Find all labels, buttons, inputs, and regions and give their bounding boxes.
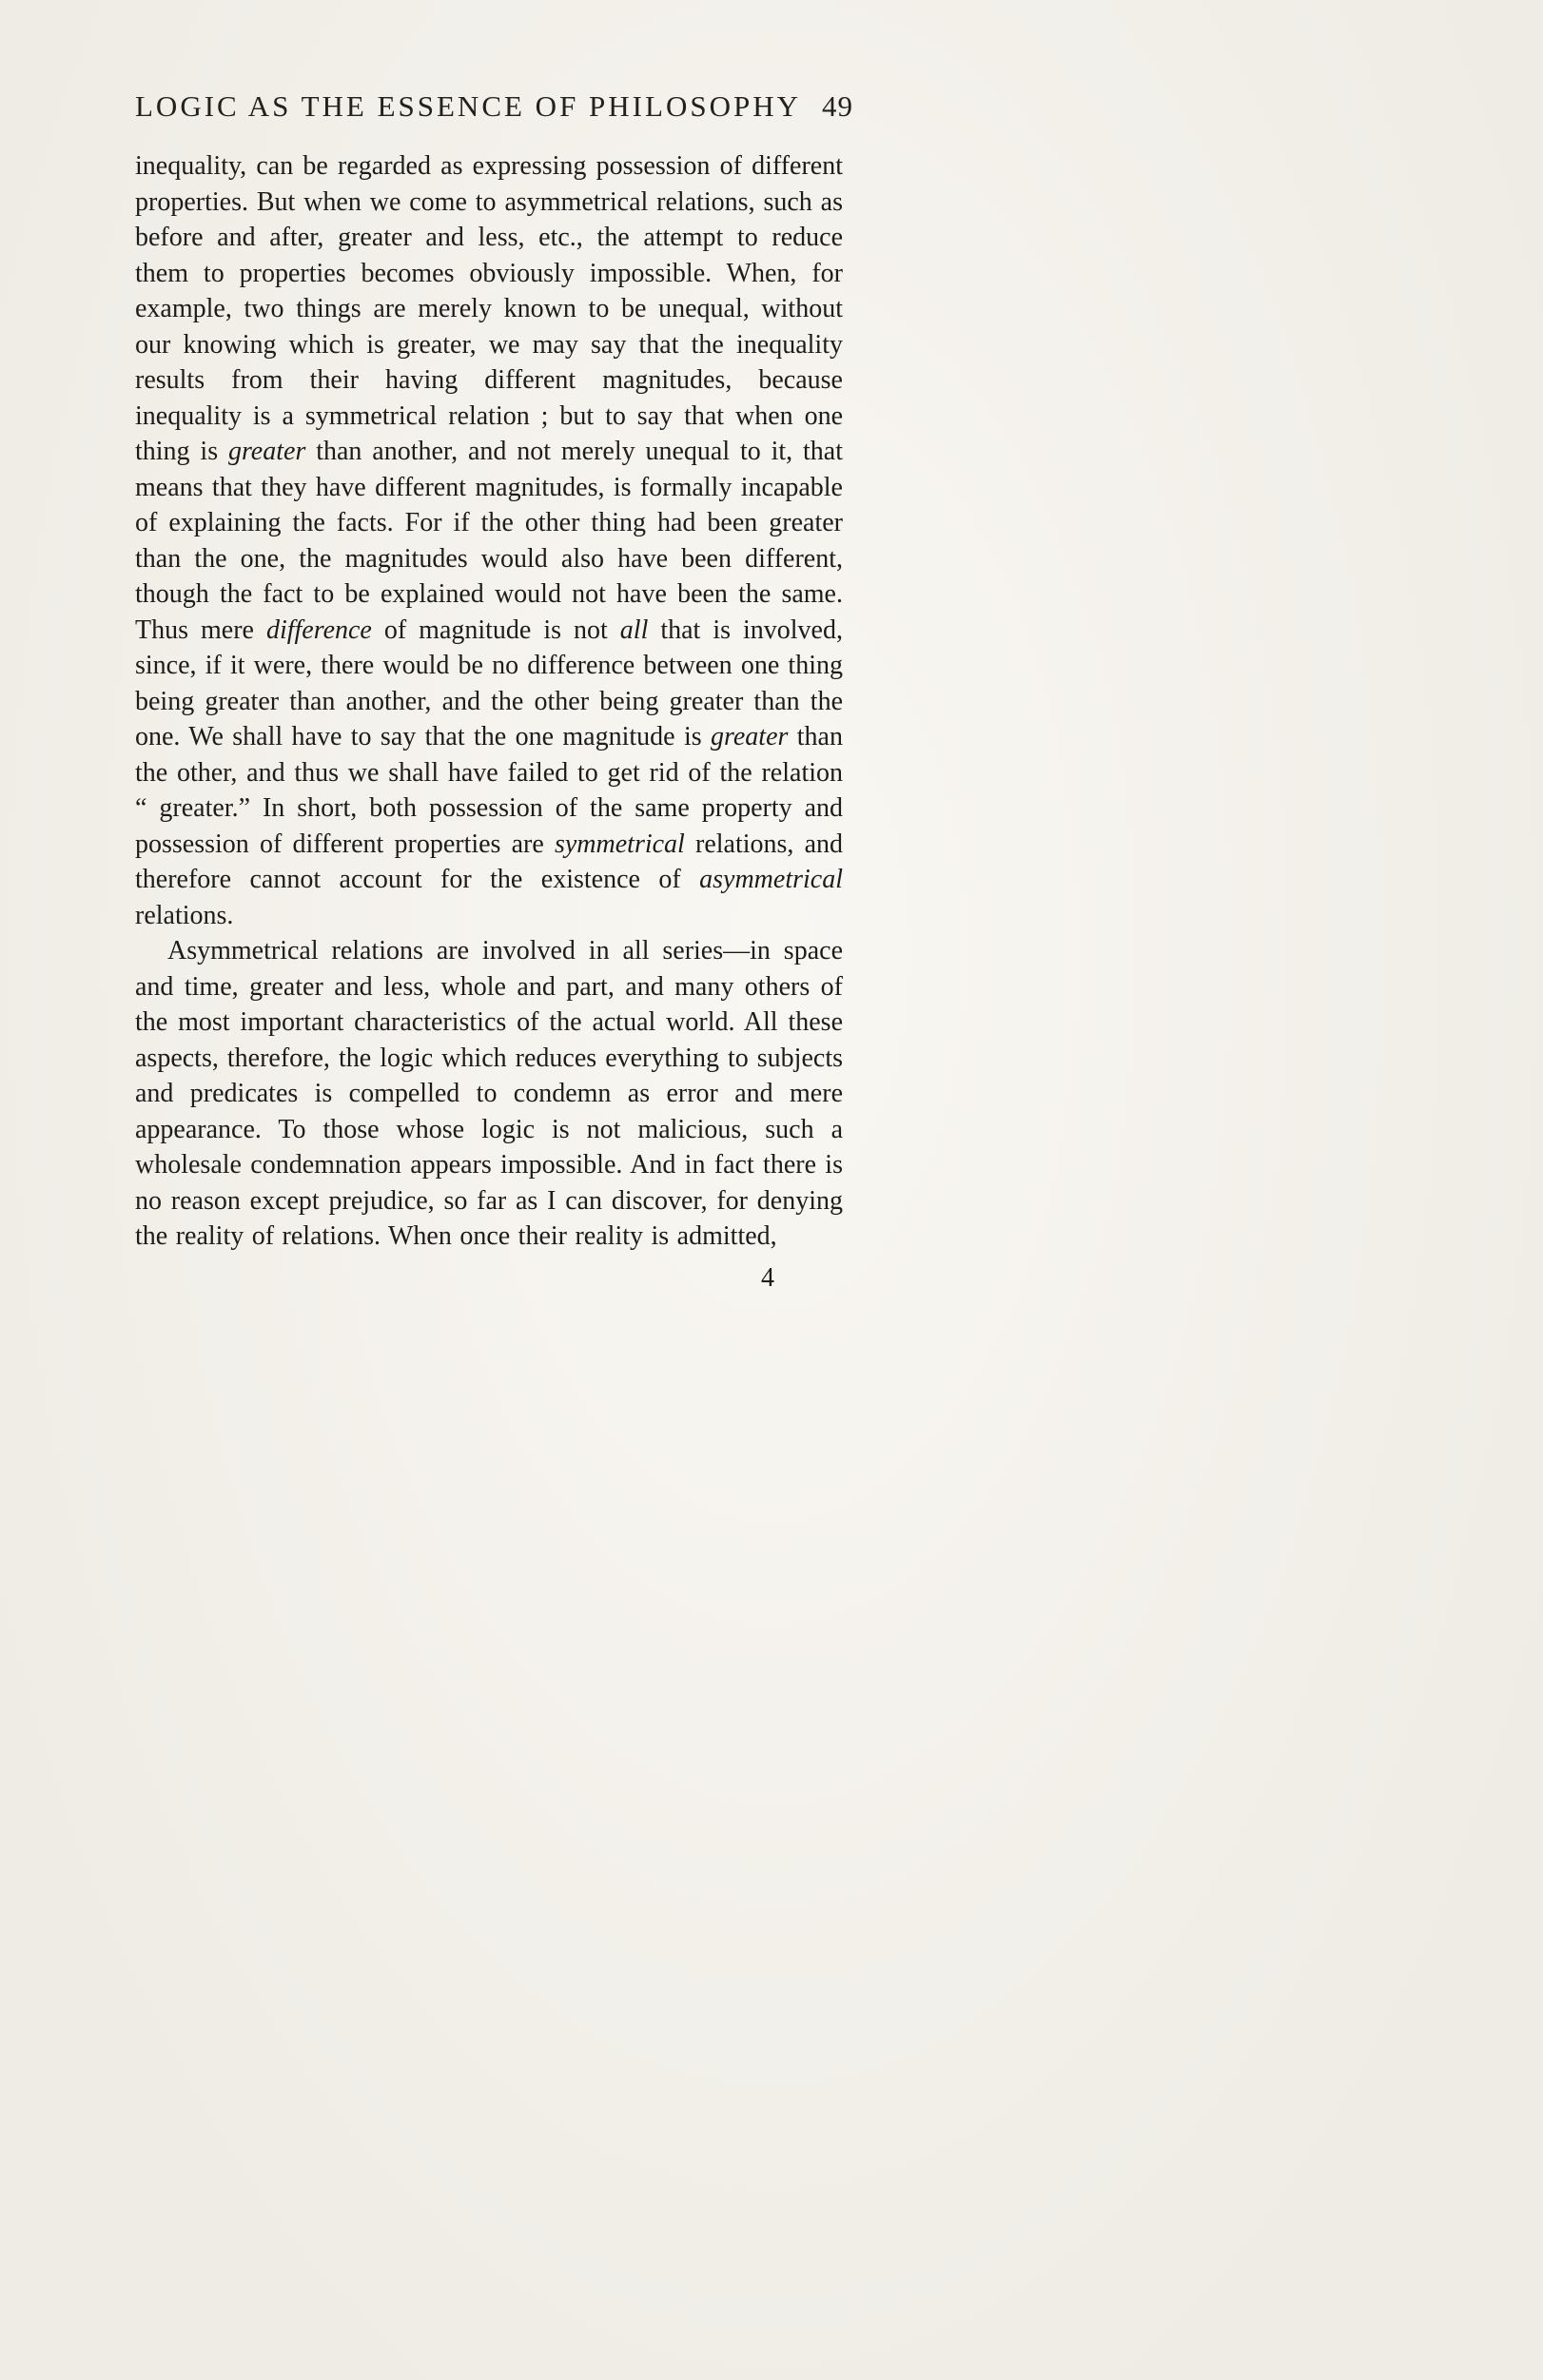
running-header xyxy=(135,89,853,124)
paragraph: Asymmetrical relations are involved in all series—in space and time, greater and less, whole and part, and many others of the most important characteristics of the actual world. All these aspects, therefore, the logic which reduces everything to subjects and predicates is compelled to condemn as error and mere appearance. To those whose logic is not malicious, such a wholesale condemnation appears impossible. And in fact there is no reason except prejudice, so far as I can discover, for denying the reality of relations. When once their reality is admitted, xyxy=(135,936,843,1251)
chapter-title: LOGIC AS THE ESSENCE OF PHILOSOPHY xyxy=(135,89,801,123)
page-content xyxy=(135,89,853,1296)
signature-mark: 4 xyxy=(761,1262,774,1293)
page-number: 49 xyxy=(821,89,853,123)
body-text xyxy=(135,148,843,1296)
paragraph: inequality, can be regarded as expressing possession of different properties. But when we come to asymmetrical relations, such as before and after, greater and less, etc., the attempt to reduce them to properties becomes obviously impossible. When, for example, two things are merely known to be unequal, without our knowing which is greater, we may say that the inequality results from their having different magnitudes, because inequality is a symmetrical relation ; but to say that when one thing is greater than another, and not merely unequal to it, that means that they have different magnitudes, is formally incapable of explaining the facts. For if the other thing had been greater than the one, the magnitudes would also have been different, though the fact to be explained would not have been the same. Thus mere difference of magnitude is not all that is involved, since, if it were, there would be no difference between one thing being greater than another, and the other being greater than the one. We shall have to say that the one magnitude is greater than the other, and thus we shall have failed to get rid of the relation “ greater.” In short, both possession of the same property and possession of different properties are symmetrical relations, and therefore cannot account for the existence of asymmetrical relations. xyxy=(135,151,844,930)
